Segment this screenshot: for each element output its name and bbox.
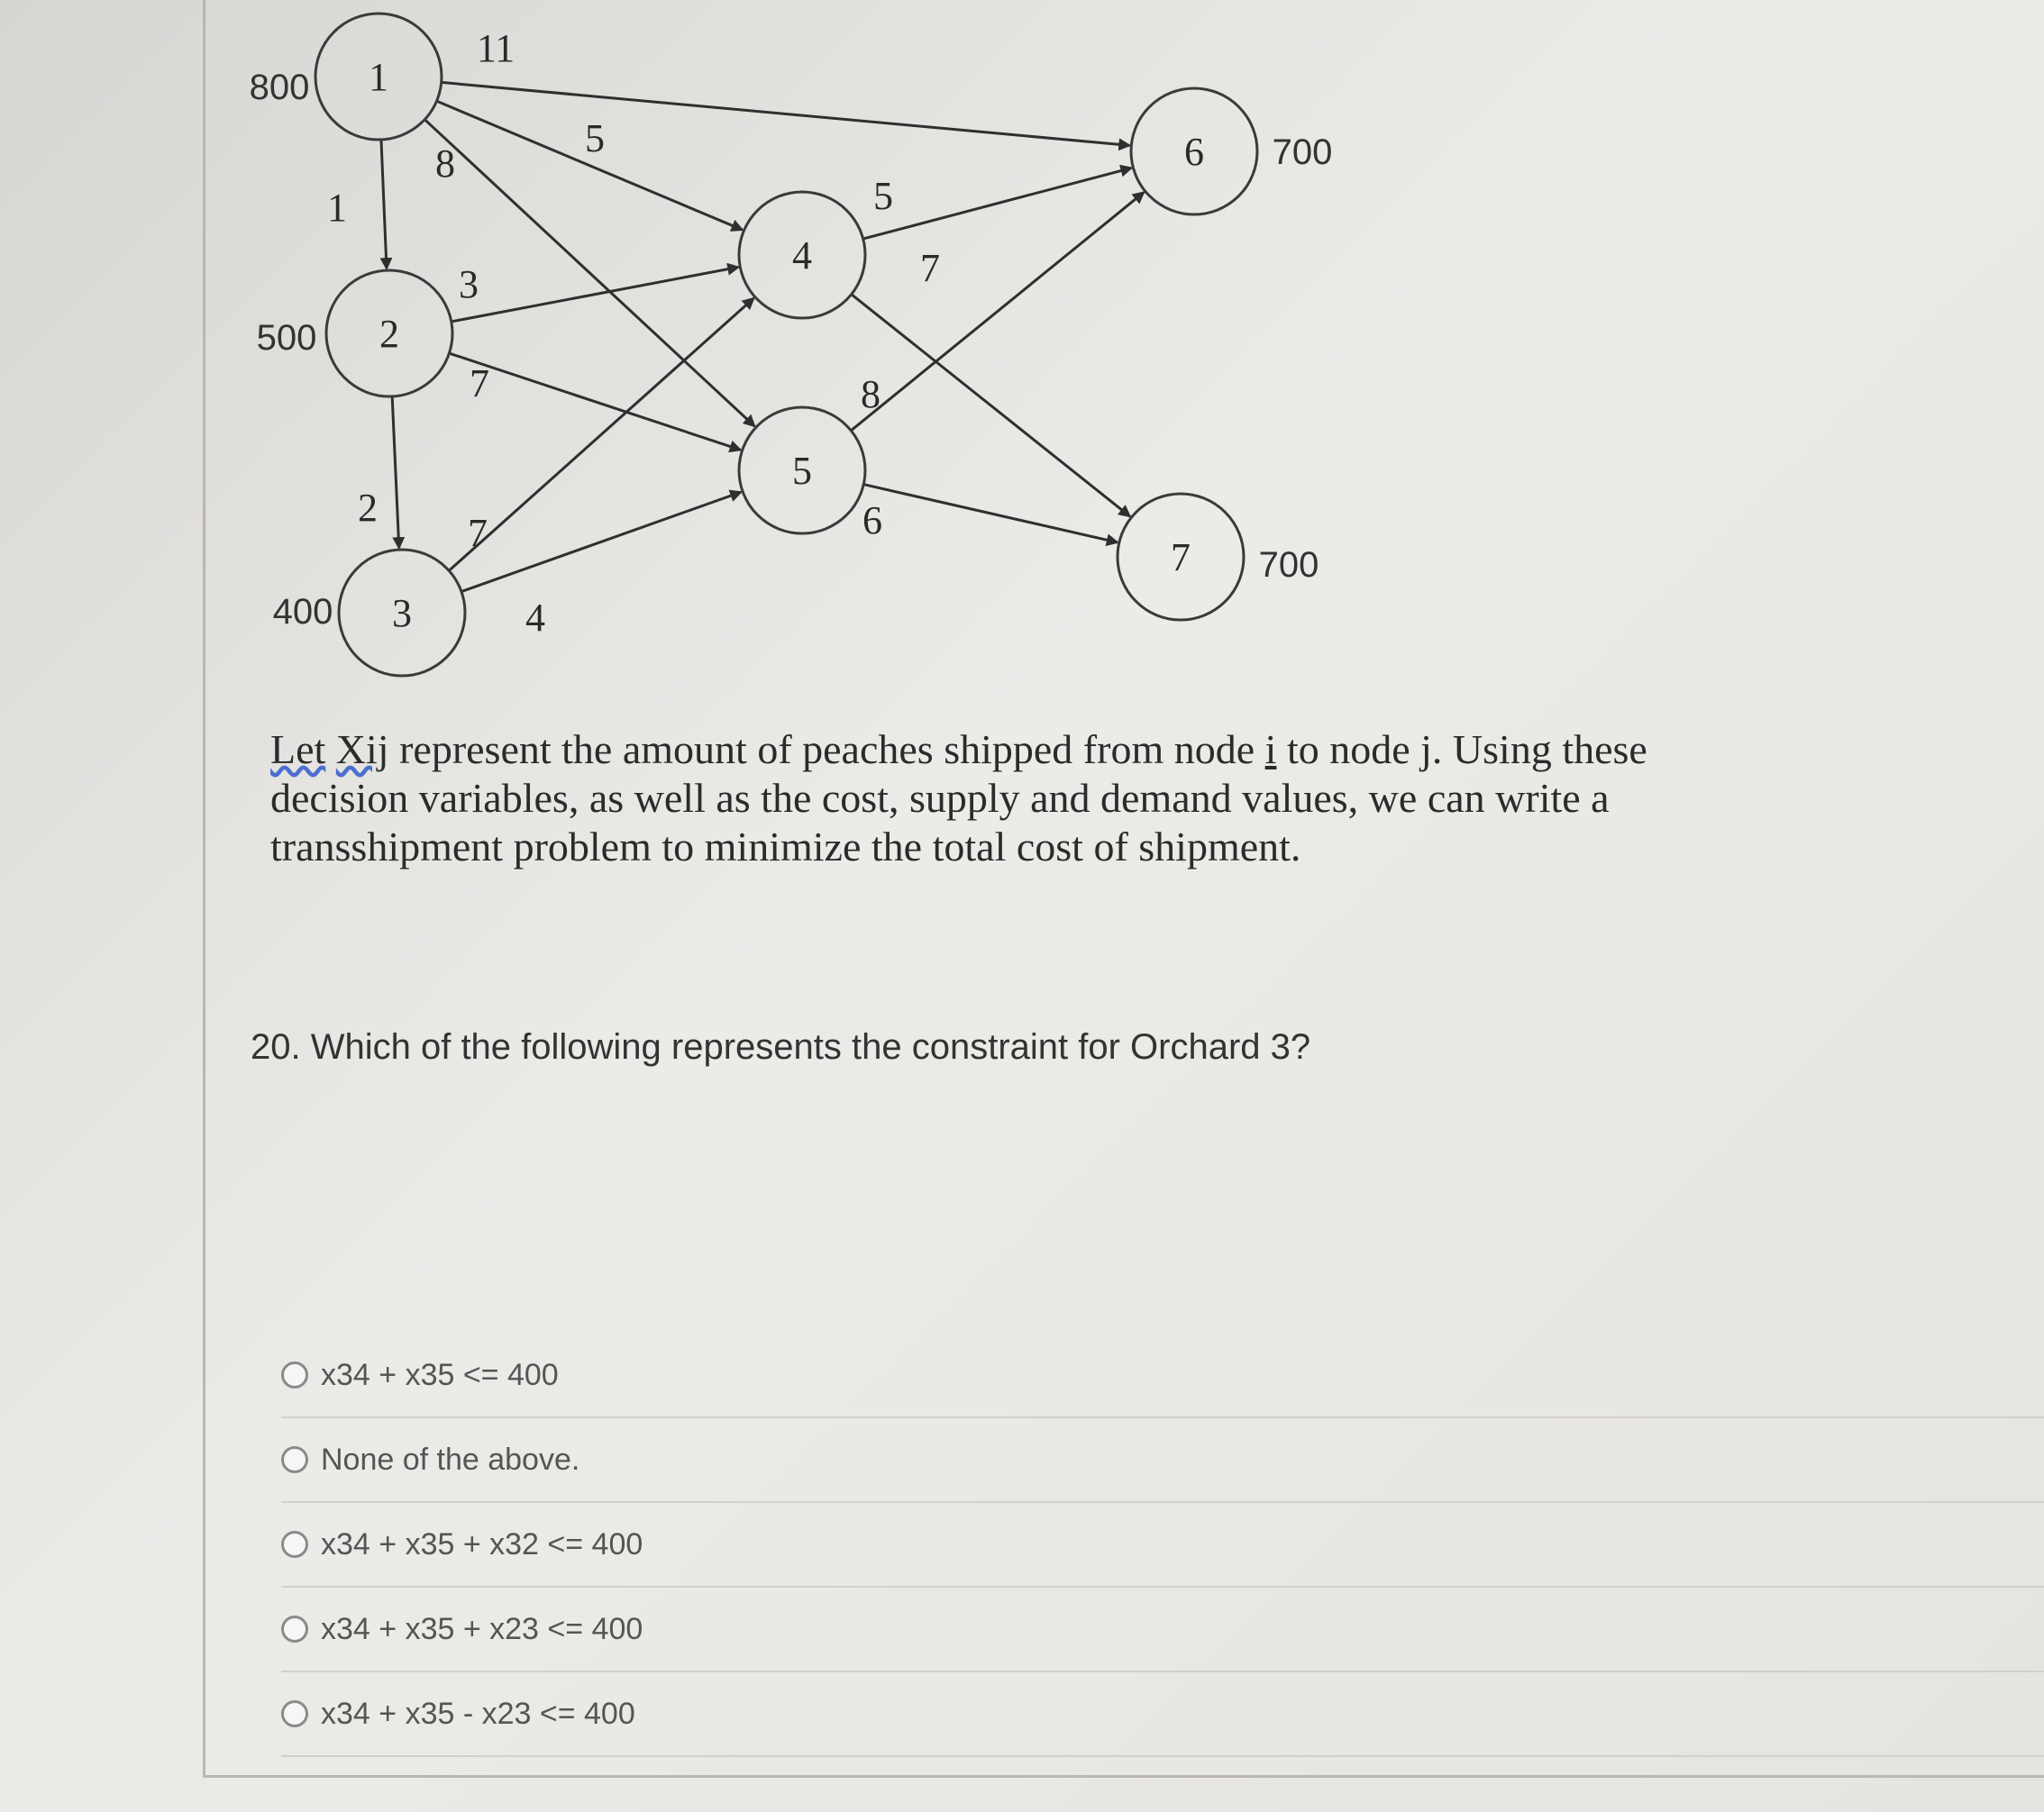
- edge-cost-label-2-4: 3: [459, 262, 479, 306]
- node-label: 3: [392, 591, 412, 635]
- radio-button[interactable]: [281, 1446, 308, 1473]
- node-label: 5: [792, 449, 812, 493]
- edge-5-7: [863, 485, 1118, 542]
- passage-text-2: to node j. Using these decision variables, as well as the cost, supply and demand values, we can write a transshipment problem to minimize the total cost of shipment.: [270, 726, 1647, 870]
- node-2: [326, 270, 452, 396]
- edge-cost-label-1-6: 11: [476, 26, 516, 70]
- node-1: [315, 14, 442, 140]
- edge-cost-label-5-6: 8: [861, 372, 881, 416]
- answer-options: [281, 1334, 2044, 1757]
- edge-cost-label-1-2: 1: [327, 186, 347, 230]
- node-label: 2: [379, 312, 399, 356]
- node-6: [1131, 88, 1257, 214]
- question-text: 20. Which of the following represents the constraint for Orchard 3?: [251, 1027, 1311, 1067]
- node-5: [739, 407, 865, 533]
- edge-cost-label-1-5: 8: [435, 141, 455, 186]
- answer-option-label: x34 + x35 + x32 <= 400: [321, 1526, 643, 1562]
- problem-description: [270, 725, 1730, 871]
- answer-option-label: None of the above.: [321, 1442, 580, 1477]
- answer-option-label: x34 + x35 <= 400: [321, 1357, 559, 1392]
- node-4: [739, 192, 865, 318]
- node-label: 6: [1184, 130, 1204, 174]
- edge-cost-label-3-4: 7: [468, 511, 488, 555]
- demand-label-6: 700: [1272, 132, 1333, 172]
- demand-label-7: 700: [1258, 545, 1319, 585]
- passage-text-1: represent the amount of peaches shipped from node: [388, 726, 1265, 772]
- edge-cost-label-4-6: 5: [873, 174, 893, 218]
- edge-cost-label-5-7: 6: [862, 498, 882, 542]
- node-label: 1: [369, 55, 388, 99]
- edge-cost-label-2-3: 2: [358, 486, 378, 530]
- radio-button[interactable]: [281, 1700, 308, 1727]
- edge-4-7: [852, 295, 1130, 516]
- edge-cost-label-2-5: 7: [470, 361, 489, 405]
- answer-option-label: x34 + x35 + x23 <= 400: [321, 1611, 643, 1646]
- edge-3-4: [449, 298, 753, 570]
- passage-let: Let: [270, 726, 326, 772]
- edge-cost-label-3-5: 4: [525, 596, 545, 640]
- edge-cost-label-1-4: 5: [585, 116, 605, 160]
- passage-variable: Xij: [335, 726, 389, 772]
- node-7: [1118, 494, 1244, 620]
- supply-label-2: 500: [256, 318, 317, 358]
- answer-option-label: x34 + x35 - x23 <= 400: [321, 1696, 635, 1731]
- supply-label-1: 800: [249, 68, 310, 107]
- radio-button[interactable]: [281, 1531, 308, 1558]
- supply-label-3: 400: [272, 592, 333, 632]
- passage-i: i: [1264, 726, 1277, 772]
- answer-option-5[interactable]: [281, 1672, 2044, 1757]
- answer-option-1[interactable]: [281, 1334, 2044, 1418]
- node-3: [339, 550, 465, 676]
- network-diagram: [0, 0, 2044, 811]
- edge-1-6: [442, 82, 1130, 145]
- radio-button[interactable]: [281, 1616, 308, 1643]
- edge-cost-label-4-7: 7: [920, 246, 940, 290]
- edge-4-6: [863, 168, 1132, 239]
- answer-option-2[interactable]: [281, 1418, 2044, 1503]
- edge-2-3: [392, 396, 399, 548]
- edge-3-5: [461, 492, 741, 591]
- radio-button[interactable]: [281, 1361, 308, 1389]
- edge-5-6: [851, 192, 1144, 430]
- answer-option-4[interactable]: [281, 1588, 2044, 1672]
- node-label: 4: [792, 233, 812, 278]
- edge-2-4: [452, 267, 738, 322]
- node-label: 7: [1171, 535, 1191, 579]
- edge-2-5: [449, 353, 740, 450]
- answer-option-3[interactable]: [281, 1503, 2044, 1588]
- edge-1-2: [381, 140, 387, 269]
